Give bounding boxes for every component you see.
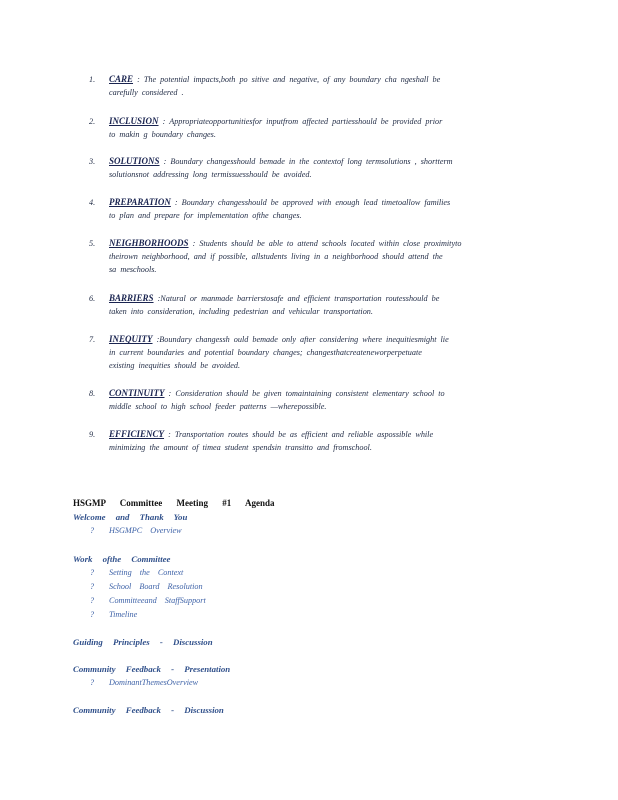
principle-care	[89, 73, 440, 99]
principle-text-line: taken into consideration, including pedestrian and vehicular transportation.	[109, 307, 373, 316]
principle-text-line: to makin g boundary changes.	[109, 130, 216, 139]
agenda-item-label: HSGMPC Overview	[109, 526, 182, 535]
principle-text-line: existing inequities should be avoided.	[109, 361, 241, 370]
principle-text-line: : Consideration should be given tomaintaining consistent elementary school to	[168, 389, 445, 398]
agenda-item-label: DominantThemesOverview	[109, 678, 199, 687]
principle-text-line: : Students should be able to attend schools located within close proximityto	[192, 239, 462, 248]
bullet-glyph: ?	[90, 610, 95, 619]
principle-text-line: :Boundary changessh ould bemade only after considering where inequitiesmight lie	[156, 335, 449, 344]
agenda-item	[73, 594, 373, 608]
principle-term: CONTINUITY	[109, 388, 165, 398]
principle-text-line: : Boundary changesshould bemade in the contextof long termsolutions , shortterm	[163, 157, 453, 166]
principle-neighborhoods	[89, 237, 461, 276]
agenda-item-label: Setting the Context	[109, 568, 184, 577]
principle-number: 6.	[89, 294, 96, 303]
meeting-agenda	[73, 498, 373, 717]
principle-term: SOLUTIONS	[109, 156, 160, 166]
agenda-item-label: School Board Resolution	[109, 582, 203, 591]
agenda-section-feedback-discussion: Community Feedback - Discussion	[73, 705, 224, 715]
bullet-glyph: ?	[90, 582, 95, 591]
principle-term: INEQUITY	[109, 334, 153, 344]
agenda-section-feedback-presentation: Community Feedback - Presentation	[73, 664, 231, 674]
agenda-item	[73, 566, 373, 580]
principle-term: CARE	[109, 74, 134, 84]
principle-text-line: carefully considered .	[109, 88, 184, 97]
principle-text-line: sa meschools.	[109, 265, 157, 274]
principle-text-line: theirown neighborhood, and if possible, allstudents living in a neighborhood should attend the	[109, 252, 443, 261]
principle-number: 3.	[89, 157, 96, 166]
bullet-glyph: ?	[90, 678, 95, 687]
principle-solutions	[89, 155, 453, 181]
principle-term: BARRIERS	[109, 293, 154, 303]
principle-text-line: solutionsnot addressing long termissuesshould be avoided.	[109, 170, 312, 179]
bullet-glyph: ?	[90, 596, 95, 605]
agenda-title: HSGMP Committee Meeting #1 Agenda	[73, 498, 275, 508]
principle-preparation	[89, 196, 450, 222]
principle-text-line: : Transportation routes should be as efficient and reliable aspossible while	[168, 430, 434, 439]
principle-text-line: : The potential impacts,both po sitive and negative, of any boundary cha ngeshall be	[137, 75, 441, 84]
agenda-section-welcome: Welcome and Thank You	[73, 512, 188, 522]
principle-inequity	[89, 333, 449, 372]
agenda-section-work: Work ofthe Committee	[73, 554, 171, 564]
principle-efficiency	[89, 428, 433, 454]
principle-barriers	[89, 292, 439, 318]
principle-text-line: :Natural or manmade barrierstosafe and efficient transportation routesshould be	[157, 294, 440, 303]
principle-term: INCLUSION	[109, 116, 159, 126]
principle-term: NEIGHBORHOODS	[109, 238, 189, 248]
principle-term: PREPARATION	[109, 197, 171, 207]
principle-number: 8.	[89, 389, 96, 398]
principle-text-line: : Appropriateopportunitiesfor inputfrom affected partiesshould be provided prior	[162, 117, 443, 126]
principle-text-line: to plan and prepare for implementation ofthe changes.	[109, 211, 302, 220]
bullet-glyph: ?	[90, 568, 95, 577]
agenda-item	[73, 580, 373, 594]
agenda-item	[73, 608, 373, 622]
principle-number: 7.	[89, 335, 96, 344]
principle-continuity	[89, 387, 445, 413]
principle-number: 2.	[89, 117, 96, 126]
principle-number: 1.	[89, 75, 96, 84]
principle-text-line: middle school to high school feeder patterns —wherepossible.	[109, 402, 327, 411]
principle-number: 9.	[89, 430, 96, 439]
agenda-item-label: Committeeand StaffSupport	[109, 596, 206, 605]
principle-term: EFFICIENCY	[109, 429, 165, 439]
principle-inclusion	[89, 115, 442, 141]
bullet-glyph: ?	[90, 526, 95, 535]
principle-text-line: : Boundary changesshould be approved with enough lead timetoallow families	[174, 198, 451, 207]
principle-number: 5.	[89, 239, 96, 248]
principle-text-line: in current boundaries and potential boundary changes; changesthatcreateneworperpetuate	[109, 348, 422, 357]
principle-number: 4.	[89, 198, 96, 207]
principle-text-line: minimizing the amount of timea student spendsin transitto and fromschool.	[109, 443, 372, 452]
agenda-item	[73, 676, 373, 690]
agenda-item-label: Timeline	[109, 610, 138, 619]
agenda-item	[73, 524, 373, 538]
agenda-section-guiding-principles: Guiding Principles - Discussion	[73, 637, 213, 647]
